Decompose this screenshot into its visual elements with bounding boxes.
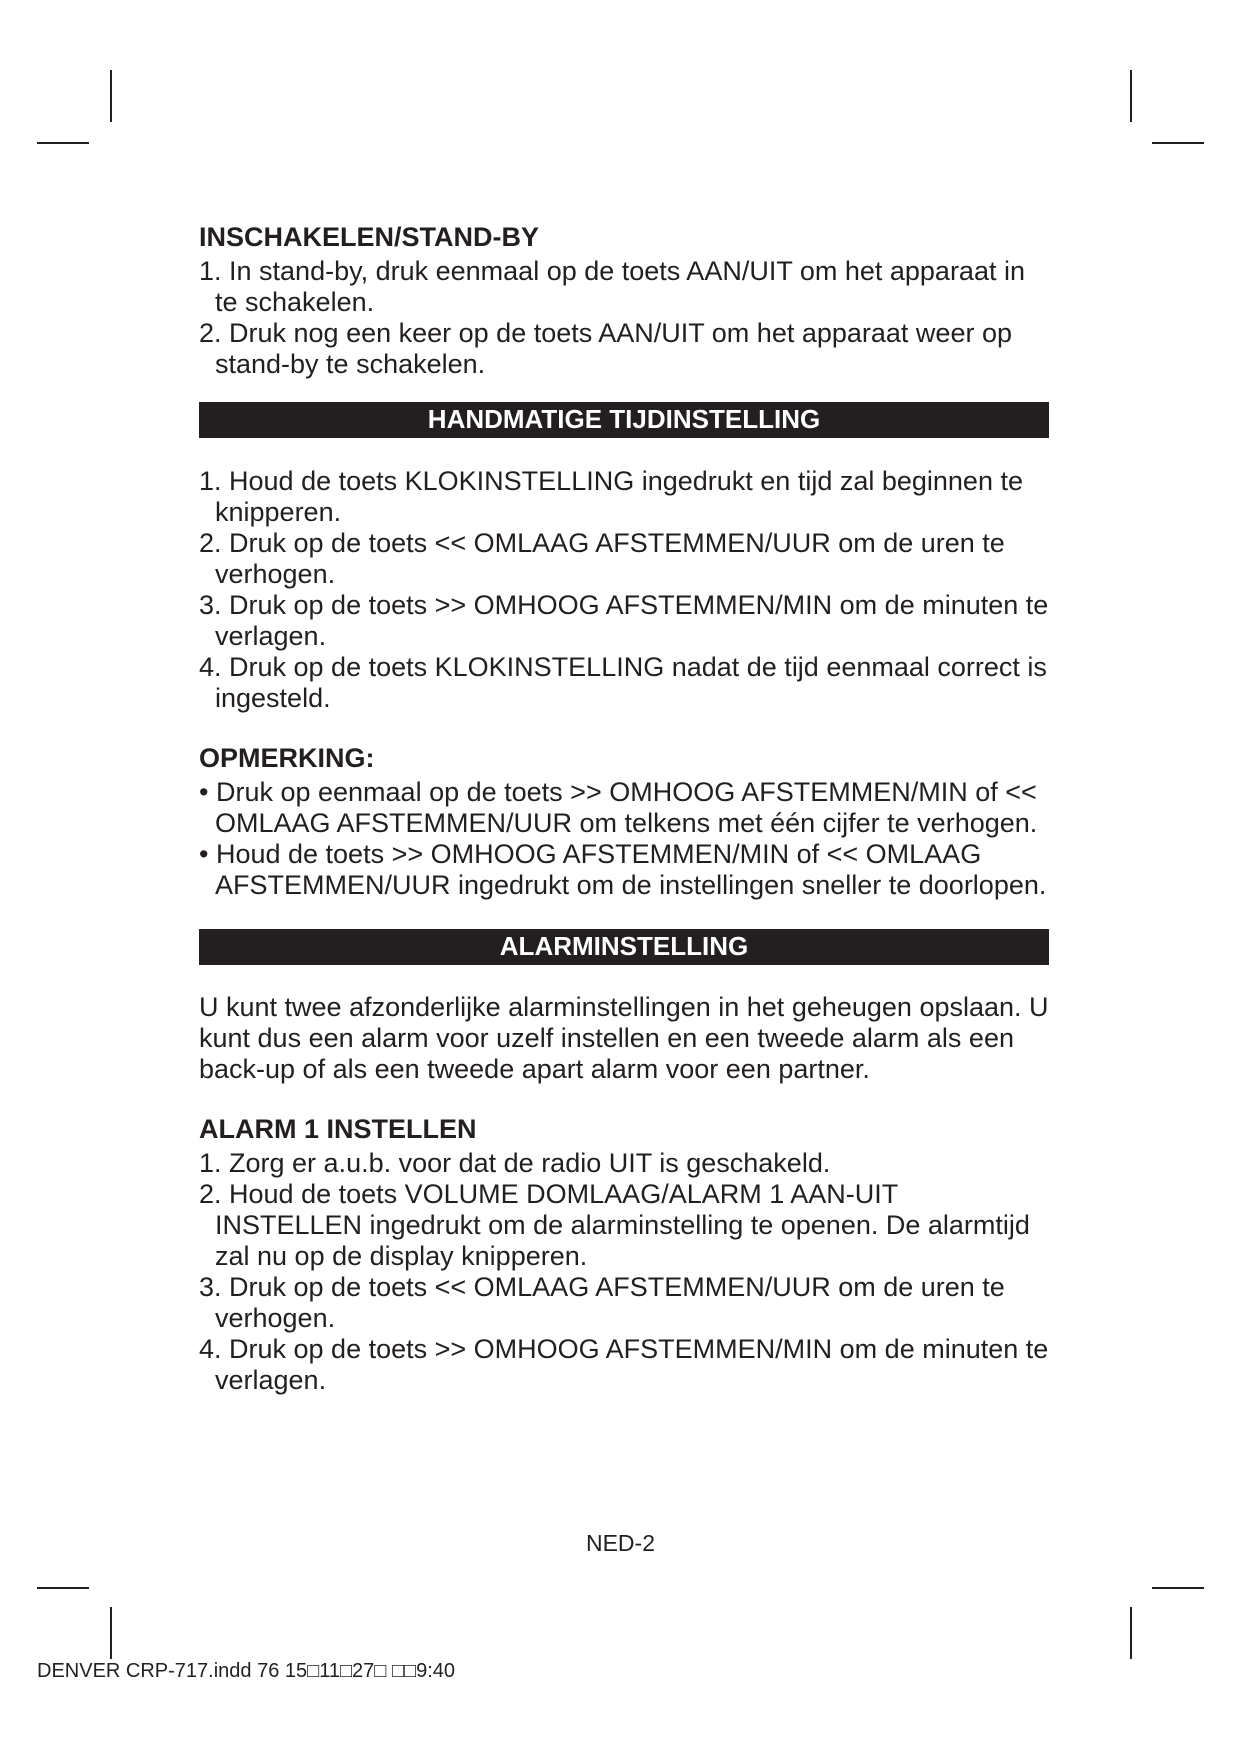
crop-mark-top-left-vertical xyxy=(110,70,112,122)
crop-mark-top-left-horizontal xyxy=(37,142,89,144)
list-item: 1. Houd de toets KLOKINSTELLING ingedrukt en tijd zal beginnen te knipperen. xyxy=(199,466,1023,527)
crop-mark-bottom-right-vertical xyxy=(1130,1607,1132,1659)
list-item: 4. Druk op de toets >> OMHOOG AFSTEMMEN/MIN om de minuten te verlagen. xyxy=(199,1334,1049,1395)
crop-mark-bottom-right-horizontal xyxy=(1152,1587,1204,1589)
list-item: • Houd de toets >> OMHOOG AFSTEMMEN/MIN of << OMLAAG AFSTEMMEN/UUR ingedrukt om de instellingen sneller te doorlopen. xyxy=(199,839,1047,900)
list-item: 2. Houd de toets VOLUME DOMLAAG/ALARM 1 AAN-UIT INSTELLEN ingedrukt om de alarminstelling te openen. De alarmtijd zal nu op de display knipperen. xyxy=(199,1179,1030,1271)
manual-time-banner: HANDMATIGE TIJDINSTELLING xyxy=(199,402,1049,438)
alarm1-list xyxy=(199,1148,1049,1396)
list-item: 2. Druk op de toets << OMLAAG AFSTEMMEN/UUR om de uren te verhogen. xyxy=(199,528,1005,589)
list-item: • Druk op eenmaal op de toets >> OMHOOG AFSTEMMEN/MIN of << OMLAAG AFSTEMMEN/UUR om telkens met één cijfer te verhogen. xyxy=(199,777,1038,838)
crop-mark-top-right-vertical xyxy=(1130,70,1132,122)
alarm1-heading: ALARM 1 INSTELLEN xyxy=(199,1114,477,1144)
list-item: 1. Zorg er a.u.b. voor dat de radio UIT is geschakeld. xyxy=(199,1148,831,1178)
standby-list xyxy=(199,256,1049,380)
crop-mark-bottom-left-vertical xyxy=(110,1607,112,1659)
note-list xyxy=(199,777,1049,901)
note-heading: OPMERKING: xyxy=(199,743,375,773)
alarm-paragraph: U kunt twee afzonderlijke alarminstellingen in het geheugen opslaan. U kunt dus een alarm voor uzelf instellen en een tweede alarm als een back-up of als een tweede apart alarm voor een partner. xyxy=(199,992,1049,1084)
crop-mark-bottom-left-horizontal xyxy=(37,1587,89,1589)
list-item: 3. Druk op de toets >> OMHOOG AFSTEMMEN/MIN om de minuten te verlagen. xyxy=(199,590,1049,651)
list-item: 4. Druk op de toets KLOKINSTELLING nadat de tijd eenmaal correct is ingesteld. xyxy=(199,652,1047,713)
list-item: 3. Druk op de toets << OMLAAG AFSTEMMEN/UUR om de uren te verhogen. xyxy=(199,1272,1005,1333)
standby-heading: INSCHAKELEN/STAND-BY xyxy=(199,222,540,252)
crop-mark-top-right-horizontal xyxy=(1152,142,1204,144)
list-item: 1. In stand-by, druk eenmaal op de toets AAN/UIT om het apparaat in te schakelen. xyxy=(199,256,1025,317)
list-item: 2. Druk nog een keer op de toets AAN/UIT om het apparaat weer op stand-by te schakelen. xyxy=(199,318,1012,379)
alarm-banner: ALARMINSTELLING xyxy=(199,929,1049,965)
manual-time-list xyxy=(199,466,1049,714)
page-content xyxy=(199,222,1049,1396)
page-number: NED-2 xyxy=(585,1530,655,1556)
print-slug-footer: DENVER CRP-717.indd 76 15□11□27□ □□9:40 xyxy=(37,1660,456,1682)
